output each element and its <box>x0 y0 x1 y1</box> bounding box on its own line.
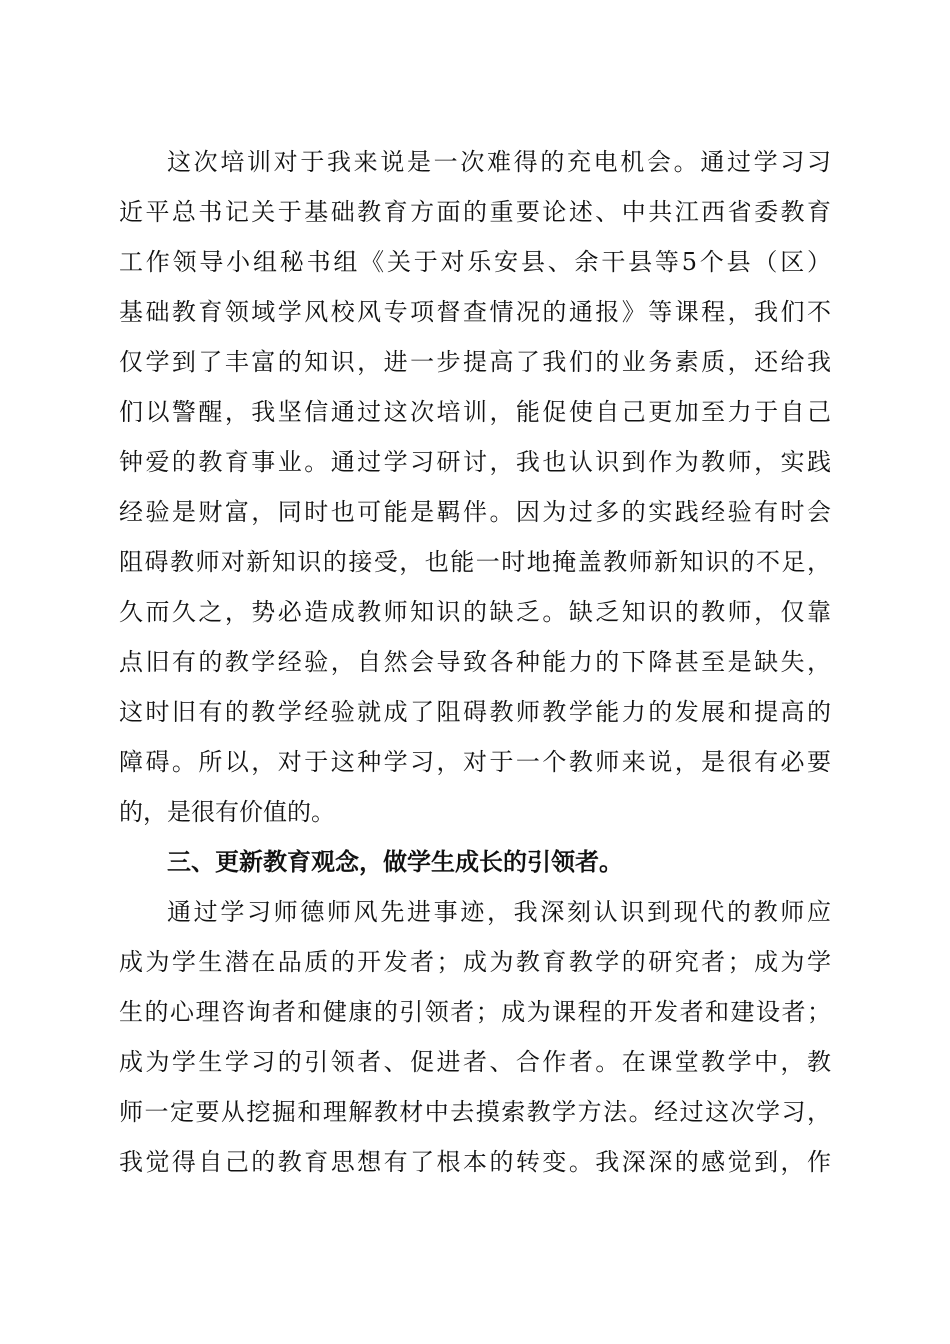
paragraph-line: 师一定要从挖掘和理解教材中去摸索教学方法。经过这次学习， <box>119 1098 831 1126</box>
paragraph-line: 成为学生学习的引领者、促进者、合作者。在课堂教学中，教 <box>119 1048 831 1076</box>
paragraph-line: 近平总书记关于基础教育方面的重要论述、中共江西省委教育 <box>119 198 831 226</box>
paragraph-line: 点旧有的教学经验，自然会导致各种能力的下降甚至是缺失， <box>119 648 831 676</box>
paragraph-line: 这次培训对于我来说是一次难得的充电机会。通过学习习 <box>167 148 831 176</box>
paragraph-line: 基础教育领域学风校风专项督查情况的通报》等课程，我们不 <box>119 298 831 326</box>
paragraph-line: 经验是财富，同时也可能是羁伴。因为过多的实践经验有时会 <box>119 498 831 526</box>
paragraph-line: 钟爱的教育事业。通过学习研讨，我也认识到作为教师，实践 <box>119 448 831 476</box>
section-heading: 三、更新教育观念，做学生成长的引领者。 <box>167 848 623 876</box>
paragraph-line: 我觉得自己的教育思想有了根本的转变。我深深的感觉到，作 <box>119 1148 831 1176</box>
paragraph-line: 成为学生潜在品质的开发者；成为教育教学的研究者；成为学 <box>119 948 831 976</box>
paragraph-line: 这时旧有的教学经验就成了阻碍教师教学能力的发展和提高的 <box>119 698 831 726</box>
paragraph-line: 障碍。所以，对于这种学习，对于一个教师来说，是很有必要 <box>119 748 831 776</box>
paragraph-line: 仅学到了丰富的知识，进一步提高了我们的业务素质，还给我 <box>119 348 831 376</box>
paragraph-line: 的，是很有价值的。 <box>119 798 335 826</box>
paragraph-line: 通过学习师德师风先进事迹，我深刻认识到现代的教师应 <box>167 898 831 926</box>
paragraph-line: 们以警醒，我坚信通过这次培训，能促使自己更加至力于自己 <box>119 398 831 426</box>
paragraph-line: 久而久之，势必造成教师知识的缺乏。缺乏知识的教师，仅靠 <box>119 598 831 626</box>
paragraph-line: 生的心理咨询者和健康的引领者；成为课程的开发者和建设者； <box>119 998 831 1026</box>
paragraph-line: 阻碍教师对新知识的接受，也能一时地掩盖教师新知识的不足， <box>119 548 831 576</box>
paragraph-line: 工作领导小组秘书组《关于对乐安县、余干县等5个县（区） <box>119 248 831 276</box>
